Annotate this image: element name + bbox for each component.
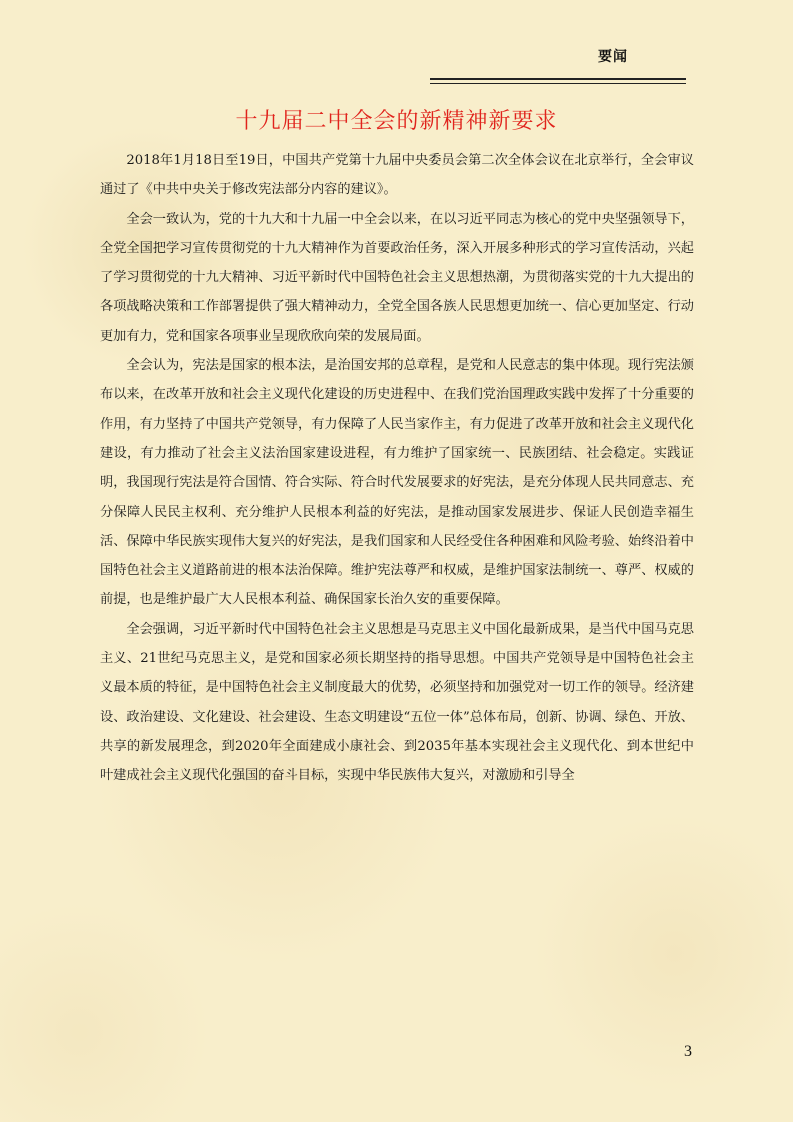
header-rule-thick (430, 78, 686, 80)
page-number: 3 (684, 1043, 692, 1060)
paragraph-2: 全会一致认为，党的十九大和十九届一中全会以来，在以习近平同志为核心的党中央坚强领导下，全党全国把学习宣传贯彻党的十九大精神作为首要政治任务，深入开展多种形式的学习宣传活动，兴起了学习贯彻党的十九大精神、习近平新时代中国特色社会主义思想热潮，为贯彻落实党的十九大提出的各项战略决策和工作部署提供了强大精神动力，全党全国各族人民思想更加统一、信心更加坚定、行动更加有力，党和国家各项事业呈现欣欣向荣的发展局面。 (100, 211, 694, 344)
section-label: 要闻 (598, 49, 628, 65)
article-title: 十九届二中全会的新精神新要求 (235, 109, 558, 134)
paragraph-3: 全会认为，宪法是国家的根本法，是治国安邦的总章程，是党和人民意志的集中体现。现行宪法颁布以来，在改革开放和社会主义现代化建设的历史进程中、在我们党治国理政实践中发挥了十分重要的作用，有力坚持了中国共产党领导，有力保障了人民当家作主，有力促进了改革开放和社会主义现代化建设，有力推动了社会主义法治国家建设进程，有力维护了国家统一、民族团结、社会稳定。实践证明，我国现行宪法是符合国情、符合实际、符合时代发展要求的好宪法，是充分体现人民共同意志、充分保障人民民主权利、充分维护人民根本利益的好宪法，是推动国家发展进步、保证人民创造幸福生活、保障中华民族实现伟大复兴的好宪法，是我们国家和人民经受住各种困难和风险考验、始终沿着中国特色社会主义道路前进的根本法治保障。维护宪法尊严和权威，是维护国家法制统一、尊严、权威的前提，也是维护最广大人民根本利益、确保国家长治久安的重要保障。 (100, 358, 694, 608)
article-body (100, 146, 694, 791)
header-rule-thin (430, 83, 686, 84)
paragraph-1: 2018年1月18日至19日，中国共产党第十九届中央委员会第二次全体会议在北京举行，全会审议通过了《中共中央关于修改宪法部分内容的建议》。 (100, 153, 694, 198)
paragraph-4: 全会强调，习近平新时代中国特色社会主义思想是马克思主义中国化最新成果，是当代中国马克思主义、21世纪马克思主义，是党和国家必须长期坚持的指导思想。中国共产党领导是中国特色社会主义最本质的特征，是中国特色社会主义制度最大的优势，必须坚持和加强党对一切工作的领导。经济建设、政治建设、文化建设、社会建设、生态文明建设“五位一体”总体布局，创新、协调、绿色、开放、共享的新发展理念，到2020年全面建成小康社会、到2035年基本实现社会主义现代化、到本世纪中叶建成社会主义现代化强国的奋斗目标，实现中华民族伟大复兴，对激励和引导全 (100, 621, 694, 784)
